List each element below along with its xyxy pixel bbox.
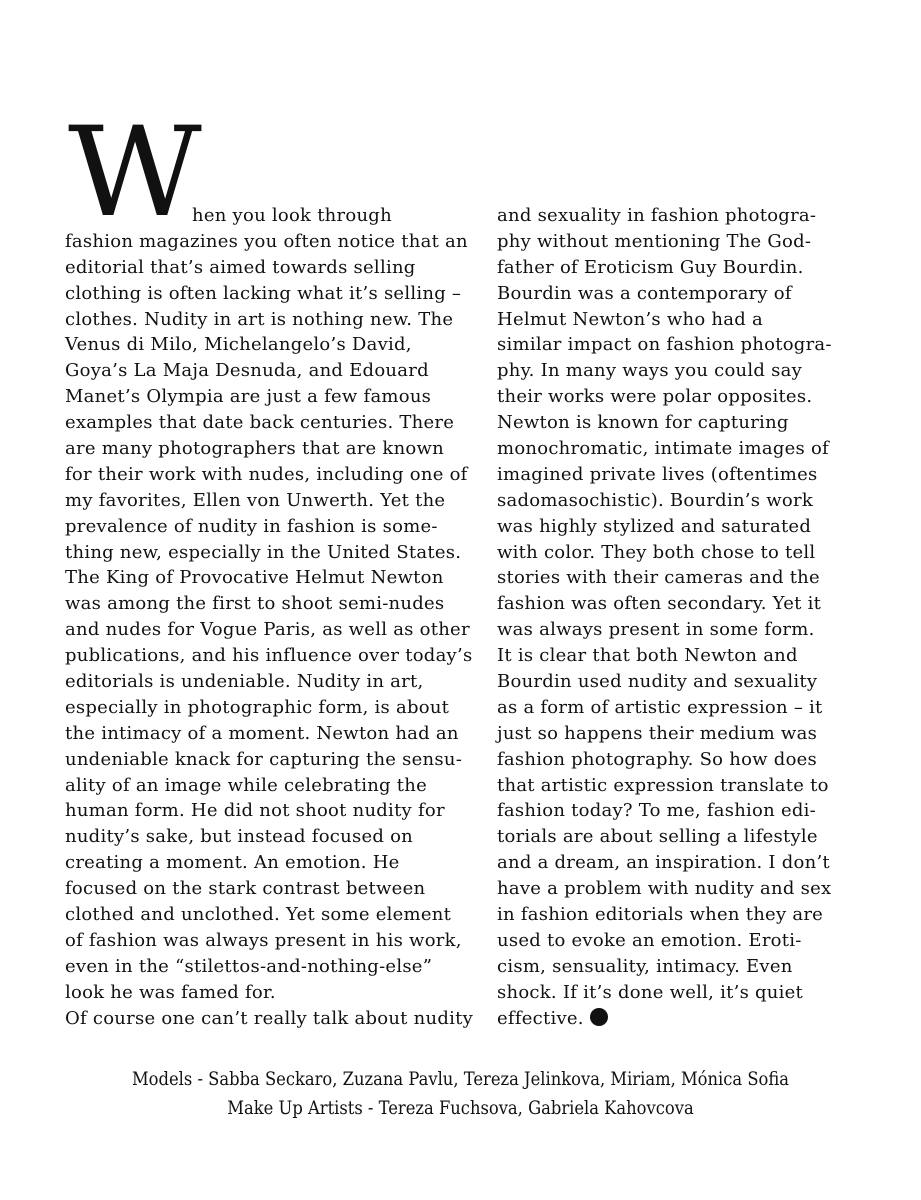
text-line: father of Eroticism Guy Bourdin. xyxy=(497,256,804,278)
text-line: Helmut Newton’s who had a xyxy=(497,308,763,330)
text-line: fashion magazines you often notice that an xyxy=(65,230,468,252)
text-line: Goya’s La Maja Desnuda, and Edouard xyxy=(65,360,429,382)
text-line: ality of an image while celebrating the xyxy=(65,774,428,796)
text-line: cism, sensuality, intimacy. Even xyxy=(497,955,793,977)
text-line: nudity’s sake, but instead focused on xyxy=(65,826,414,848)
text-line: was highly stylized and saturated xyxy=(497,515,812,537)
text-line: thing new, especially in the United States. xyxy=(65,541,462,563)
text-line: human form. He did not shoot nudity for xyxy=(65,800,445,822)
text-line: and sexuality in fashion photogra- xyxy=(497,205,817,226)
text-line: prevalence of nudity in fashion is some- xyxy=(65,515,438,537)
text-line: examples that date back centuries. There xyxy=(65,412,455,434)
text-line: similar impact on fashion photogra- xyxy=(497,334,832,356)
models-credit: Models - Sabba Seckaro, Zuzana Pavlu, Tereza Jelinkova, Miriam, Mónica Sofia xyxy=(131,1068,790,1090)
text-line: for their work with nudes, including one of xyxy=(65,463,468,485)
text-line: Bourdin was a contemporary of xyxy=(497,282,792,304)
text-line: editorial that’s aimed towards selling xyxy=(65,256,416,278)
text-line: It is clear that both Newton and xyxy=(497,645,798,667)
text-line: monochromatic, intimate images of xyxy=(497,438,829,460)
drop-cap: W xyxy=(68,101,202,245)
text-line: phy without mentioning The God- xyxy=(497,230,812,252)
text-line: focused on the stark contrast between xyxy=(65,878,426,900)
text-line: imagined private lives (oftentimes xyxy=(497,463,818,485)
text-line: look he was famed for. xyxy=(65,981,276,1003)
text-line: Manet’s Olympia are just a few famous xyxy=(65,386,432,408)
text-line: my favorites, Ellen von Unwerth. Yet the xyxy=(65,489,446,511)
text-line: their works were polar opposites. xyxy=(497,386,813,408)
text-line: especially in photographic form, is about xyxy=(65,696,450,718)
end-mark-icon xyxy=(590,1008,608,1026)
text-line: and nudes for Vogue Paris, as well as other xyxy=(65,619,470,641)
text-line: that artistic expression translate to xyxy=(497,774,829,796)
text-line: undeniable knack for capturing the sensu- xyxy=(65,748,463,770)
text-line: Of course one can’t really talk about nudity xyxy=(65,1007,474,1029)
text-line: fashion was often secondary. Yet it xyxy=(497,593,822,615)
text-line: publications, and his influence over today’s xyxy=(65,645,473,667)
text-line: fashion today? To me, fashion edi- xyxy=(497,800,816,822)
right-column xyxy=(497,203,867,1032)
text-line: and a dream, an inspiration. I don’t xyxy=(497,852,830,874)
text-line: clothed and unclothed. Yet some element xyxy=(65,904,452,926)
text-line: in fashion editorials when they are xyxy=(497,904,824,926)
left-column xyxy=(65,203,474,1032)
text-line: hen you look through xyxy=(192,205,392,226)
text-line: the intimacy of a moment. Newton had an xyxy=(65,722,459,744)
text-line: used to evoke an emotion. Eroti- xyxy=(497,929,802,951)
text-line: sadomasochistic). Bourdin’s work xyxy=(497,489,813,511)
text-line: editorials is undeniable. Nudity in art, xyxy=(65,671,424,693)
text-line: as a form of artistic expression – it xyxy=(497,696,823,718)
text-line: clothing is often lacking what it’s selling – xyxy=(65,282,462,304)
text-line: creating a moment. An emotion. He xyxy=(65,852,400,874)
text-line: are many photographers that are known xyxy=(65,438,445,460)
text-line: even in the “stilettos-and-nothing-else” xyxy=(65,955,433,977)
text-line: fashion photography. So how does xyxy=(497,748,818,770)
text-line: stories with their cameras and the xyxy=(497,567,820,589)
makeup-credit: Make Up Artists - Tereza Fuchsova, Gabriela Kahovcova xyxy=(227,1097,694,1119)
text-line: was among the first to shoot semi-nudes xyxy=(65,593,445,615)
text-line: clothes. Nudity in art is nothing new. The xyxy=(65,308,454,330)
text-line: of fashion was always present in his work, xyxy=(65,929,462,951)
text-line: Newton is known for capturing xyxy=(497,412,789,434)
text-line: with color. They both chose to tell xyxy=(497,541,816,563)
text-line: phy. In many ways you could say xyxy=(497,360,803,382)
text-line: Bourdin used nudity and sexuality xyxy=(497,671,818,693)
text-line: torials are about selling a lifestyle xyxy=(497,826,818,848)
text-line: Venus di Milo, Michelangelo’s David, xyxy=(65,334,412,356)
text-line: have a problem with nudity and sex xyxy=(497,878,832,900)
text-line: shock. If it’s done well, it’s quiet xyxy=(497,981,804,1003)
text-line: effective. xyxy=(497,1006,867,1032)
text-line: just so happens their medium was xyxy=(497,722,818,744)
text-line: The King of Provocative Helmut Newton xyxy=(65,567,444,589)
text-line: was always present in some form. xyxy=(497,619,815,641)
